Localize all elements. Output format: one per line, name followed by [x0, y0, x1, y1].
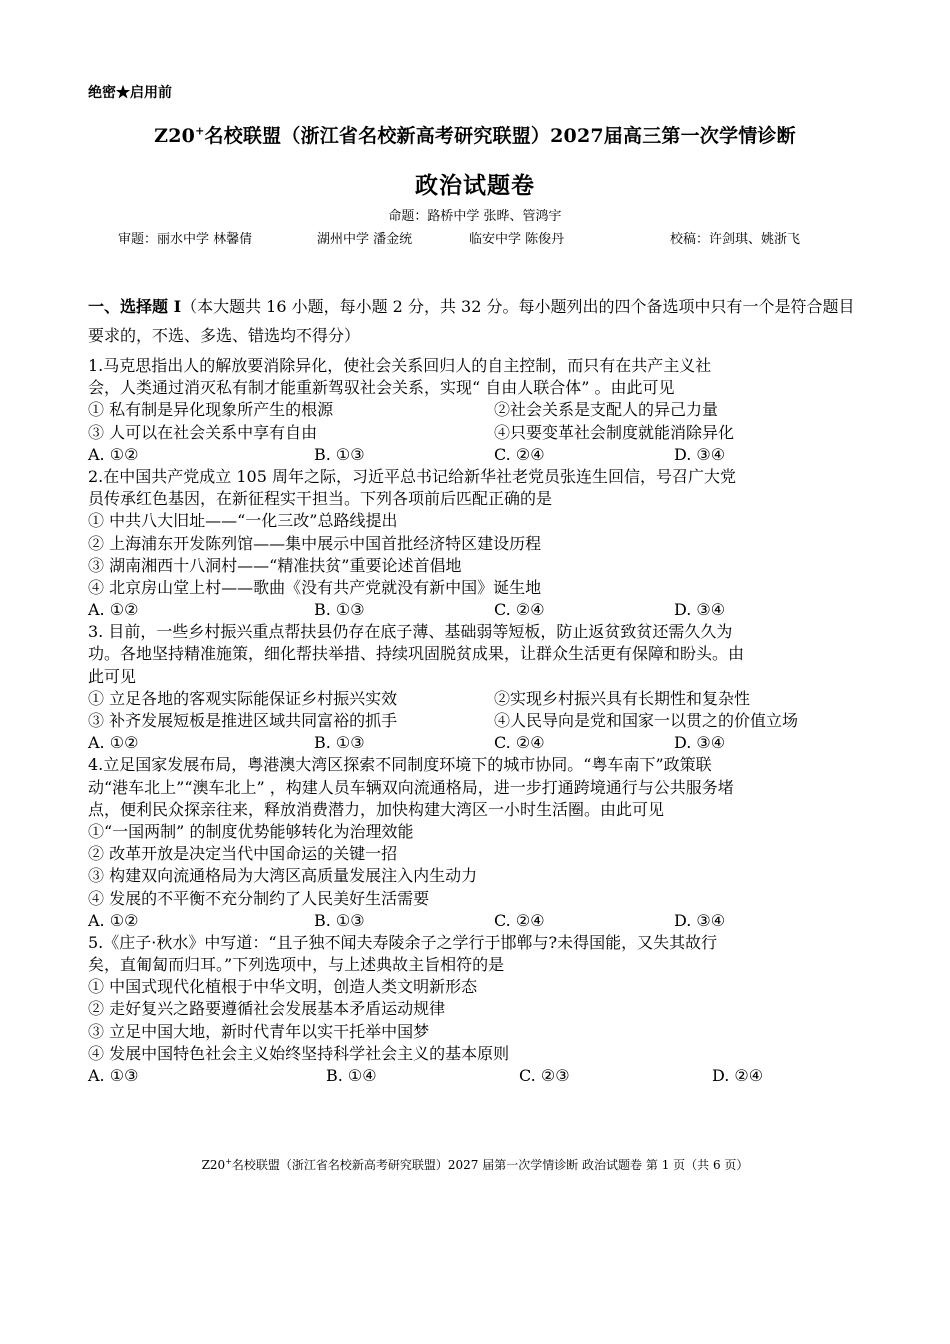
question-2: [88, 466, 868, 621]
option-d: D. ③④: [674, 910, 726, 930]
statement-row: [88, 710, 868, 732]
statement: ③ 构建双向流通格局为大湾区高质量发展注入内生动力: [88, 866, 478, 886]
confidential-label: 绝密★启用前: [88, 85, 172, 101]
option-a: A. ①②: [88, 444, 139, 464]
reviewer-2: 湖州中学 潘金统: [317, 232, 413, 247]
question-stem-line: 5.《庄子·秋水》中写道：“且子独不闻夫寿陵余子之学行于邯郸与?未得国能，又失其故行: [88, 932, 718, 952]
option-c: C. ②④: [494, 733, 545, 753]
title-main: 名校联盟（浙江省名校新高考研究联盟）2027届高三第一次学情诊断: [204, 125, 796, 147]
title-prefix: Z20: [154, 125, 196, 147]
statement: ② 上海浦东开发陈列馆——集中展示中国首批经济特区建设历程: [88, 533, 542, 553]
statement: ④ 发展的不平衡不充分制约了人民美好生活需要: [88, 888, 430, 908]
question-stem-line: 4.立足国家发展布局，粤港澳大湾区探索不同制度环境下的城市协同。“粤车南下”政策联: [88, 755, 712, 775]
option-c: C. ②④: [494, 910, 545, 930]
page-footer: [0, 1156, 950, 1173]
option-d: D. ③④: [674, 444, 726, 464]
question-stem-line: 点，便利民众探亲往来，释放消费潜力，加快构建大湾区一小时生活圈。由此可见: [88, 799, 665, 819]
statement: ① 中共八大旧址——“一化三改”总路线提出: [88, 511, 398, 531]
question-stem-line: 员传承红色基因，在新征程实干担当。下列各项前后匹配正确的是: [88, 489, 553, 509]
statement: ③ 立足中国大地，新时代青年以实干托举中国梦: [88, 1021, 430, 1041]
option-c: C. ②④: [494, 444, 545, 464]
option-a: A. ①②: [88, 600, 139, 620]
statement-row: [88, 688, 868, 710]
statement: ③ 补齐发展短板是推进区域共同富裕的抓手: [88, 711, 398, 730]
subject-title: 政治试题卷: [415, 172, 535, 199]
footer-prefix: Z20: [201, 1158, 226, 1172]
question-4: [88, 754, 868, 932]
option-b: B. ①③: [314, 444, 365, 464]
statement: ④人民导向是党和国家一以贯之的价值立场: [494, 711, 799, 730]
option-c: C. ②④: [494, 600, 545, 620]
option-a: A. ①③: [88, 1066, 139, 1085]
statement: ① 立足各地的客观实际能保证乡村振兴实效: [88, 688, 398, 708]
question-stem-line: 功。各地坚持精准施策，细化帮扶举措、持续巩固脱贫成果，让群众生活更有保障和盼头。由: [88, 644, 745, 664]
statement: ②实现乡村振兴具有长期性和复杂性: [494, 688, 751, 708]
option-b: B. ①④: [326, 1066, 377, 1085]
statement: ④只要变革社会制度就能消除异化: [494, 422, 735, 442]
statement: ① 中国式现代化植根于中华文明，创造人类文明新形态: [88, 977, 478, 997]
option-a: A. ①②: [88, 733, 139, 753]
statement: ① 私有制是异化现象所产生的根源: [88, 400, 334, 420]
statement: ③ 人可以在社会关系中享有自由: [88, 422, 318, 442]
question-1: [88, 355, 868, 466]
section-heading: 一、选择题 I: [88, 297, 182, 316]
question-stem-line: 2.在中国共产党成立 105 周年之际，习近平总书记给新华社老党员张连生回信，号召广大党: [88, 466, 736, 486]
statement-row: [88, 399, 868, 421]
question-stem-line: 3. 目前，一些乡村振兴重点帮扶县仍存在底子薄、基础弱等短板，防止返贫致贫还需久久为: [88, 622, 733, 642]
option-d: D. ③④: [674, 733, 726, 753]
statement: ①“一国两制” 的制度优势能够转化为治理效能: [88, 821, 414, 841]
option-b: B. ①③: [314, 910, 365, 930]
section-header: [88, 292, 868, 350]
reviewer-3: 临安中学 陈俊丹: [469, 232, 565, 247]
statement-row: [88, 422, 868, 444]
option-b: B. ①③: [314, 733, 365, 753]
question-5: [88, 932, 868, 1087]
option-d: D. ②④: [712, 1066, 764, 1085]
question-stem-line: 1.马克思指出人的解放要消除异化，使社会关系回归人的自主控制，而只有在共产主义社: [88, 356, 712, 375]
statement: ② 走好复兴之路要遵循社会发展基本矛盾运动规律: [88, 999, 446, 1019]
option-row: [88, 599, 868, 621]
statement: ④ 发展中国特色社会主义始终坚持科学社会主义的基本原则: [88, 1043, 510, 1063]
title-sup: +: [195, 124, 205, 138]
option-b: B. ①③: [314, 600, 365, 620]
footer-text: 名校联盟（浙江省名校新高考研究联盟）2027 届第一次学情诊断 政治试题卷 第 1 页（共 6 页）: [231, 1158, 749, 1172]
reviewer-1: 审题：丽水中学 林馨倩: [118, 232, 253, 247]
question-stem-line: 矣，直匍匐而归耳。”下列选项中，与上述典故主旨相符的是: [88, 955, 505, 975]
footer-sup: +: [225, 1157, 232, 1166]
statement: ③ 湖南湘西十八洞村——“精准扶贫”重要论述首倡地: [88, 555, 462, 575]
option-row: [88, 732, 868, 754]
statement: ② 改革开放是决定当代中国命运的关键一招: [88, 844, 398, 864]
exam-title: [0, 121, 950, 148]
proofreader: 校稿：许剑琪、姚浙飞: [670, 232, 801, 247]
option-d: D. ③④: [674, 600, 726, 620]
setter-line: 命题：路桥中学 张晔、管鸿宇: [388, 209, 562, 224]
option-row: [88, 1065, 868, 1087]
question-stem-line: 动“港车北上”“澳车北上” ，构建人员车辆双向流通格局，进一步打通跨境通行与公共服务堵: [88, 777, 734, 797]
statement: ④ 北京房山堂上村——歌曲《没有共产党就没有新中国》诞生地: [88, 577, 542, 597]
option-a: A. ①②: [88, 910, 139, 930]
option-row: [88, 910, 868, 932]
statement: ②社会关系是支配人的异己力量: [494, 400, 719, 420]
questions-body: [88, 355, 868, 1087]
question-stem-line: 会，人类通过消灭私有制才能重新驾驭社会关系，实现“ 自由人联合体” 。由此可见: [88, 378, 675, 398]
section-instructions: （本大题共 16 小题，每小题 2 分，共 32 分。每小题列出的四个备选项中只有一个是符合题目要求的，不选、多选、错选均不得分）: [88, 297, 855, 345]
option-c: C. ②③: [519, 1066, 570, 1085]
question-stem-line: 此可见: [88, 666, 137, 686]
option-row: [88, 444, 868, 466]
question-3: [88, 621, 868, 754]
